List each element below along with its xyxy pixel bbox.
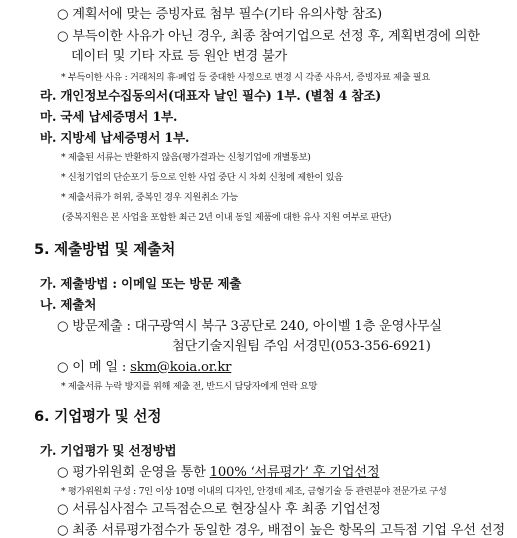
footnote: * 제출서류가 허위, 중복인 경우 지원취소 가능	[61, 192, 238, 203]
footnote: * 부득이한 사유 : 거래처의 휴·폐업 등 중대한 사정으로 변경 시 각종 사유서, 증빙자료 제출 필요	[61, 72, 430, 83]
footnote: (중복지원은 본 사업을 포함한 최근 2년 이내 동일 제품에 대한 유사 지원 여부로 판단)	[62, 212, 392, 223]
footnote: * 신청기업의 단순포기 등으로 인한 사업 중단 시 차회 신청에 제한이 있음	[61, 172, 343, 183]
list-item	[57, 461, 379, 480]
sub-item-ma: 마. 국세 납세증명서 1부.	[40, 109, 178, 124]
list-item: ○ 최종 서류평가점수가 동일한 경우, 배점이 높은 항목의 고득점 기업 우선 선정	[57, 523, 505, 538]
list-item: ○ 계획서에 맞는 증빙자료 첨부 필수(기타 유의사항 참조)	[57, 7, 382, 22]
list-item: ○ 서류심사점수 고득점순으로 현장실사 후 최종 기업선정	[57, 502, 381, 517]
email-label: ○ 이 메 일 :	[57, 360, 131, 375]
list-item: ○ 방문제출 : 대구광역시 북구 3공단로 240, 아이벨 1층 운영사무실	[57, 319, 442, 334]
sub-item-ga: 가. 제출방법 : 이메일 또는 방문 제출	[40, 276, 242, 291]
sub-item-na: 나. 제출처	[40, 297, 97, 312]
list-item: ○ 부득이한 사유가 아닌 경우, 최종 참여기업으로 선정 후, 계획변경에 의한	[57, 29, 480, 44]
email-link[interactable]: skm@koia.or.kr	[130, 360, 232, 375]
section-heading: 5. 제출방법 및 제출처	[34, 241, 176, 258]
footnote: * 제출서류 누락 방지를 위해 제출 전, 반드시 담당자에게 연락 요망	[61, 381, 318, 392]
section-heading: 6. 기업평가 및 선정	[34, 408, 162, 425]
footnote: * 평가위원회 구성 : 7인 이상 10명 이내의 디자인, 안경테 제조, 금형기술 등 관련분야 전문가로 구성	[61, 486, 447, 497]
sub-item-ra: 라. 개인정보수집동의서(대표자 날인 필수) 1부. (별첨 4 참조)	[40, 88, 382, 103]
sub-item-ba: 바. 지방세 납세증명서 1부.	[40, 130, 190, 145]
sub-item-ga: 가. 기업평가 및 선정방법	[40, 443, 177, 458]
list-item-text: ○ 평가위원회 운영을 통한	[57, 465, 210, 480]
underlined-text: 100% ‘서류평가’ 후 기업선정	[209, 465, 380, 480]
list-item	[57, 356, 231, 375]
list-item-continuation: 데이터 및 기타 자료 등 원안 변경 불가	[71, 49, 288, 64]
list-item-continuation: 첨단기술지원팀 주임 서경민(053-356-6921)	[172, 339, 431, 354]
footnote: * 제출된 서류는 반환하지 않음(평가결과는 신청기업에 개별통보)	[61, 152, 311, 163]
